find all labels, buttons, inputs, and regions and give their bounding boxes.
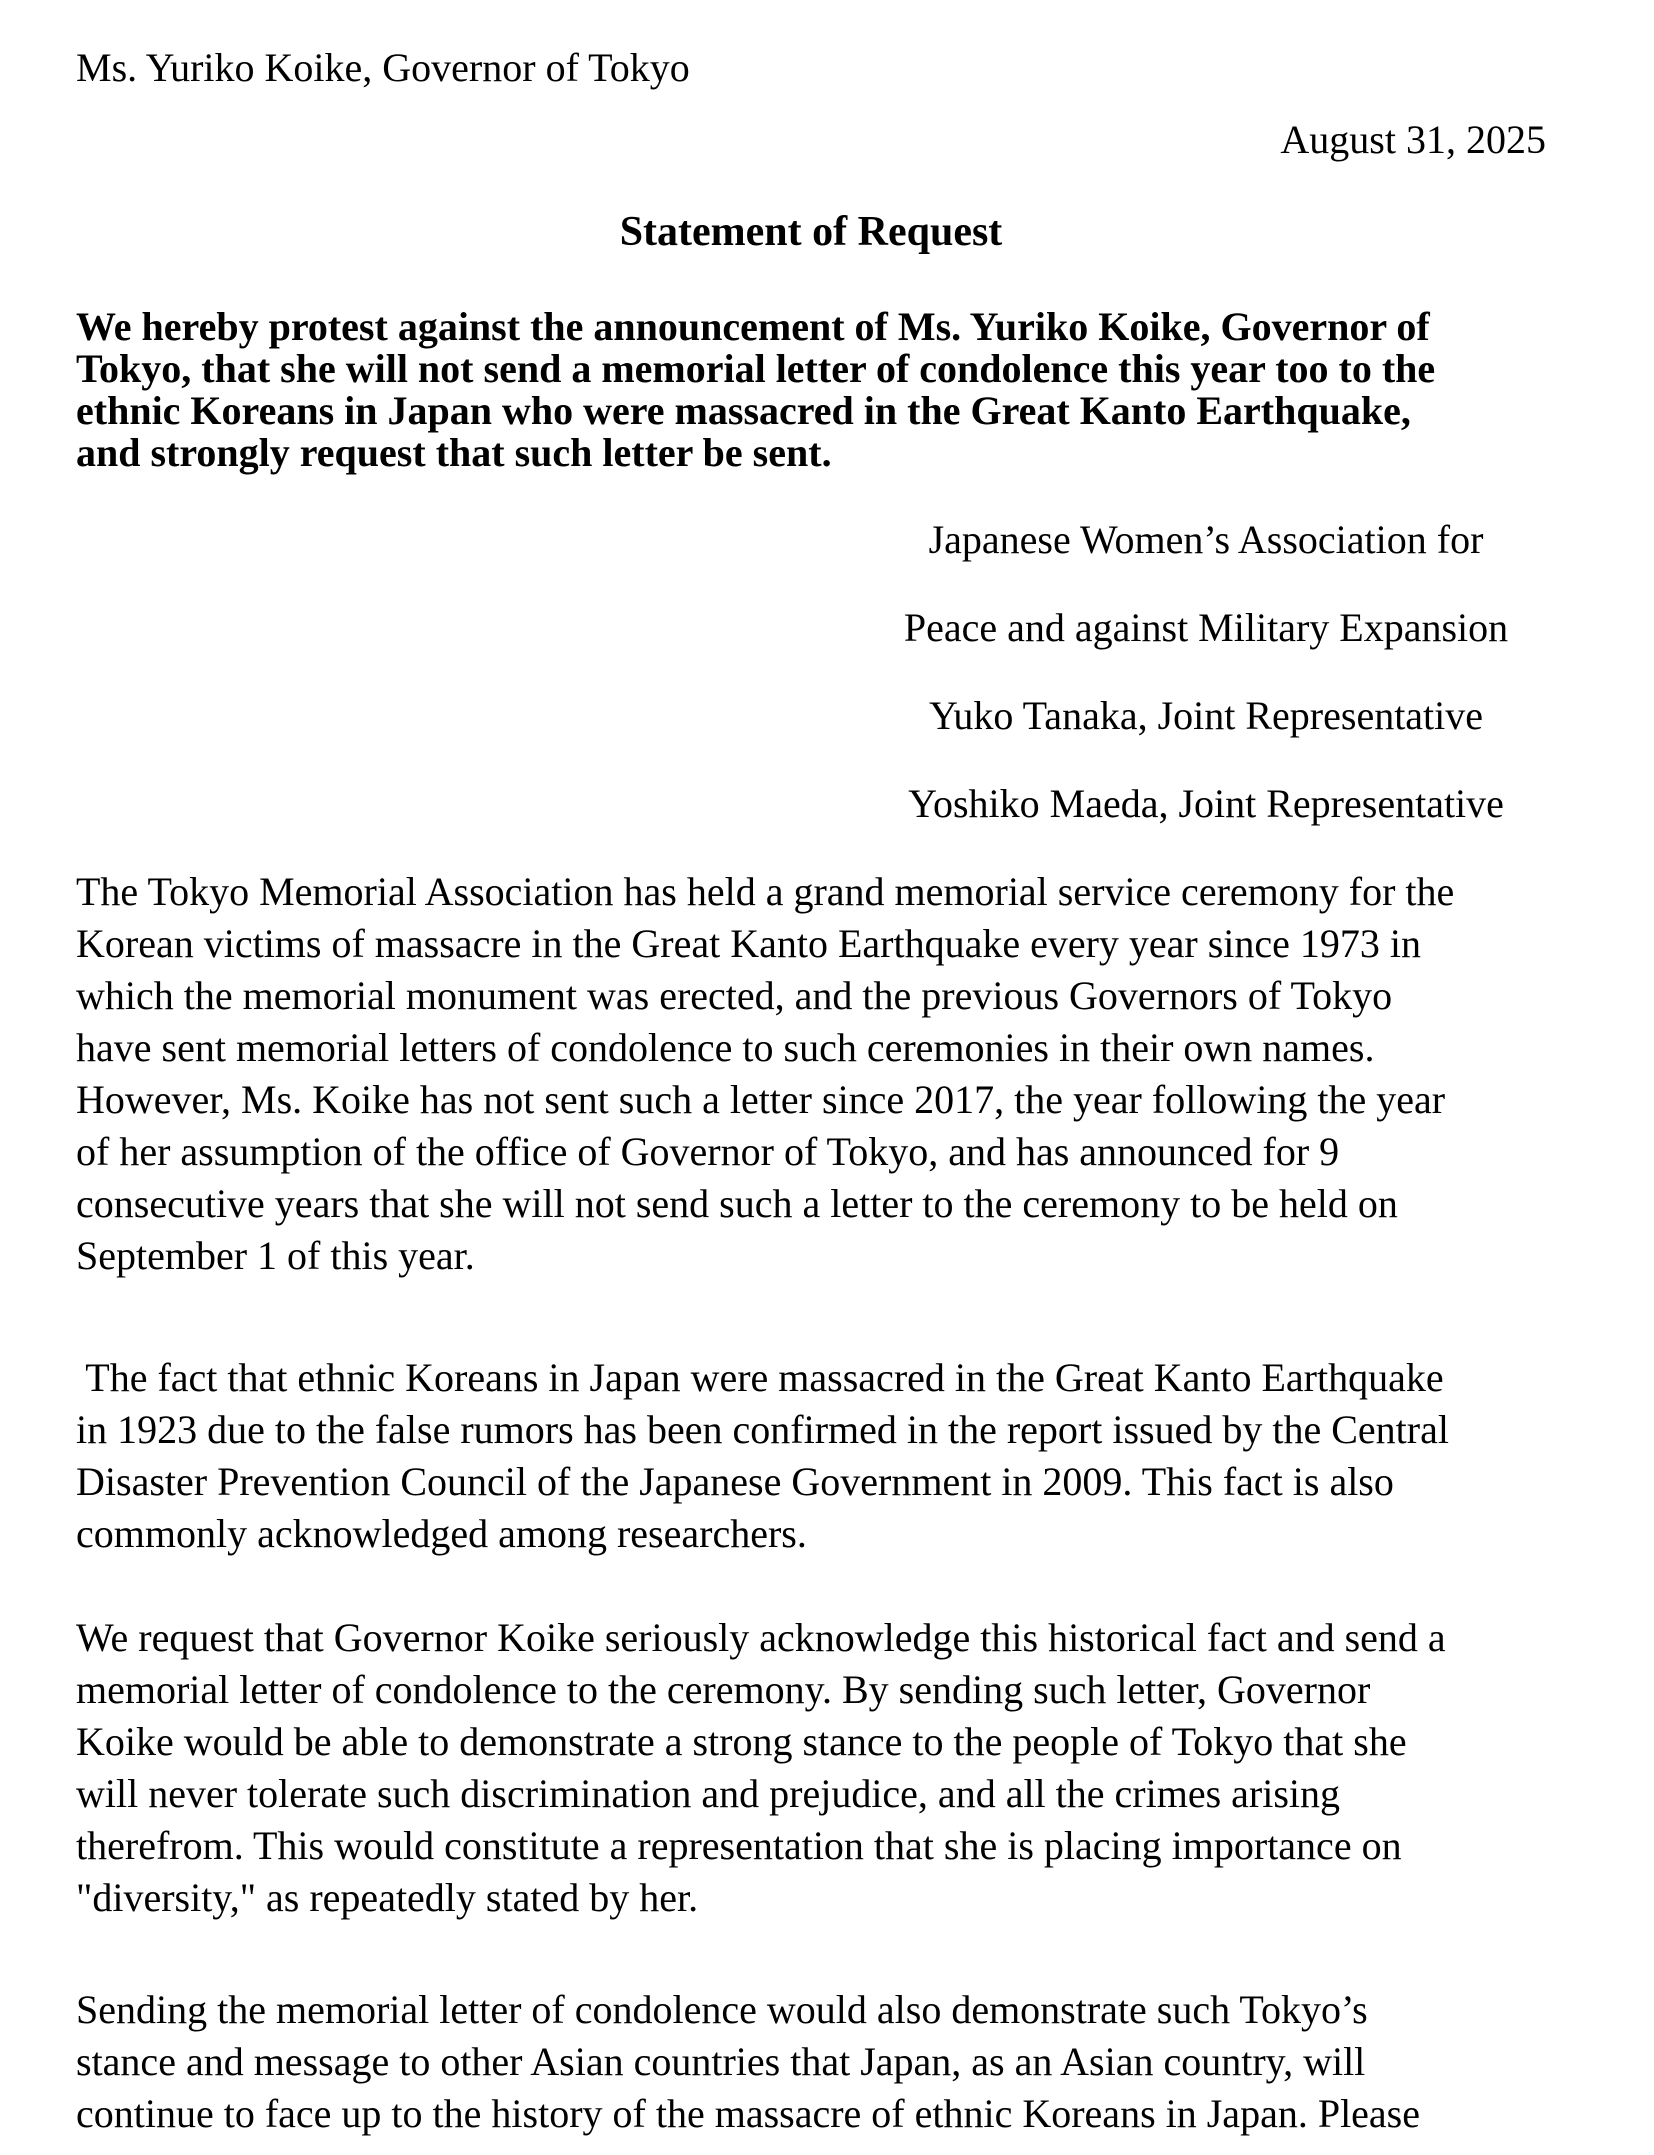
text-line: continue to face up to the history of the massacre of ethnic Koreans in Japan. Please bbox=[76, 2091, 1421, 2136]
text-line: of her assumption of the office of Governor of Tokyo, and has announced for 9 bbox=[76, 1129, 1340, 1174]
signature-org-line: Japanese Women’s Association for bbox=[928, 517, 1484, 562]
text-line: The fact that ethnic Koreans in Japan were massacred in the Great Kanto Earthquake bbox=[76, 1355, 1444, 1400]
text-line: commonly acknowledged among researchers. bbox=[76, 1511, 807, 1556]
text-line: We hereby protest against the announcement of Ms. Yuriko Koike, Governor of bbox=[76, 304, 1430, 349]
signature-block bbox=[866, 514, 1546, 830]
text-line: therefrom. This would constitute a representation that she is placing importance on bbox=[76, 1823, 1402, 1868]
document-title: Statement of Request bbox=[619, 209, 1003, 255]
text-line: September 1 of this year. bbox=[76, 1233, 475, 1278]
text-line: ethnic Koreans in Japan who were massacred in the Great Kanto Earthquake, bbox=[76, 388, 1411, 433]
signature-representative-line: Yuko Tanaka, Joint Representative bbox=[928, 693, 1484, 738]
text-line: Korean victims of massacre in the Great Kanto Earthquake every year since 1973 in bbox=[76, 921, 1422, 966]
signature-representative-line: Yoshiko Maeda, Joint Representative bbox=[908, 781, 1504, 826]
text-line: and strongly request that such letter be sent. bbox=[76, 430, 832, 475]
date-line: August 31, 2025 bbox=[1280, 117, 1546, 162]
text-line: memorial letter of condolence to the ceremony. By sending such letter, Governor bbox=[76, 1667, 1371, 1712]
text-line: Tokyo, that she will not send a memorial letter of condolence this year too to the bbox=[76, 346, 1436, 391]
text-line: We request that Governor Koike seriously acknowledge this historical fact and send a bbox=[76, 1615, 1446, 1660]
text-line: which the memorial monument was erected, and the previous Governors of Tokyo bbox=[76, 973, 1393, 1018]
body-paragraph bbox=[76, 866, 1546, 1282]
text-line: have sent memorial letters of condolence to such ceremonies in their own names. bbox=[76, 1025, 1375, 1070]
addressee-line: Ms. Yuriko Koike, Governor of Tokyo bbox=[76, 45, 690, 90]
text-line: Koike would be able to demonstrate a strong stance to the people of Tokyo that she bbox=[76, 1719, 1407, 1764]
text-line: "diversity," as repeatedly stated by her. bbox=[76, 1875, 699, 1920]
text-line: stance and message to other Asian countries that Japan, as an Asian country, will bbox=[76, 2039, 1366, 2084]
text-line: in 1923 due to the false rumors has been confirmed in the report issued by the Central bbox=[76, 1407, 1449, 1452]
text-line: will never tolerate such discrimination and prejudice, and all the crimes arising bbox=[76, 1771, 1341, 1816]
text-line: Disaster Prevention Council of the Japanese Government in 2009. This fact is also bbox=[76, 1459, 1394, 1504]
text-line: consecutive years that she will not send such a letter to the ceremony to be held on bbox=[76, 1181, 1398, 1226]
body-paragraph bbox=[76, 1352, 1546, 1560]
text-line: Sending the memorial letter of condolence would also demonstrate such Tokyo’s bbox=[76, 1987, 1368, 2032]
body-paragraph bbox=[76, 1612, 1546, 1924]
protest-statement-paragraph bbox=[76, 306, 1546, 474]
text-line: The Tokyo Memorial Association has held a grand memorial service ceremony for the bbox=[76, 869, 1455, 914]
body-paragraph bbox=[76, 1984, 1546, 2140]
text-line: However, Ms. Koike has not sent such a letter since 2017, the year following the year bbox=[76, 1077, 1446, 1122]
signature-org-line: Peace and against Military Expansion bbox=[903, 605, 1509, 650]
